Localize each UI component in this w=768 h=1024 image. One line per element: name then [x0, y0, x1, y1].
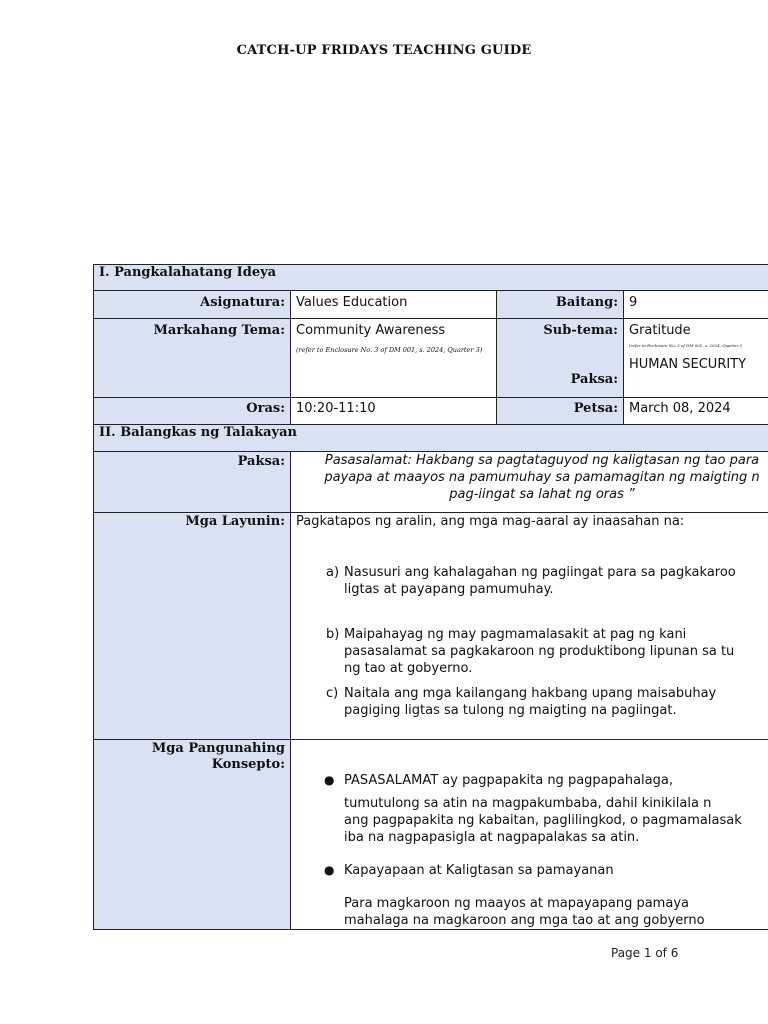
objective-b-mark: b) — [326, 627, 340, 642]
topic-paksa-label: Paksa: — [94, 452, 291, 513]
paragraph-line-1: Para magkaroon ng maayos at mapayapang pamaya — [344, 896, 689, 911]
subtema-note: (refer to Enclosure No. 3 of DM 001, s. 2024, Quarter 3 — [629, 343, 743, 348]
layunin-intro: Pagkatapos ng aralin, ang mga mag-aaral ay inaasahan na: — [296, 514, 685, 529]
konsepto-cell — [291, 740, 768, 930]
subtema-paksa-label-cell — [497, 319, 624, 398]
objective-b-line-3: ng tao at gobyerno. — [344, 661, 473, 676]
petsa-label: Petsa: — [497, 398, 624, 425]
oras-label: Oras: — [94, 398, 291, 425]
bullet-1-line-2: tumutulong sa atin na magpakumbaba, dahil kinikilala n — [344, 796, 712, 811]
objective-c-mark: c) — [326, 686, 339, 701]
bullet-kapayapaan — [296, 862, 768, 879]
objective-a-line-1: Nasusuri ang kahalagahan ng pagiingat para sa pagkakaroo — [344, 565, 736, 580]
objective-a-mark: a) — [326, 565, 340, 580]
teaching-guide-table — [93, 264, 768, 930]
paragraph-line-2: mahalaga na magkaroon ang mga tao at ang gobyerno — [344, 913, 705, 928]
bullet-pasasalamat — [296, 772, 768, 846]
section-2-header-row — [94, 425, 768, 452]
subtema-value: Gratitude — [629, 323, 691, 338]
asignatura-row — [94, 291, 768, 319]
page-number: Page 1 of 6 — [611, 946, 679, 960]
layunin-label: Mga Layunin: — [94, 513, 291, 740]
oras-value: 10:20-11:10 — [291, 398, 497, 425]
topic-line-3: pag-iingat sa lahat ng oras ” — [449, 487, 635, 502]
konsepto-label-line-1: Mga Pangunahing — [151, 741, 285, 756]
paksa-topic-row — [94, 452, 768, 513]
oras-row — [94, 398, 768, 425]
asignatura-value: Values Education — [291, 291, 497, 319]
layunin-cell — [291, 513, 768, 740]
section-1-heading: I. Pangkalahatang Ideya — [94, 265, 768, 291]
objective-c-line-2: pagiging ligtas sa tulong ng maigting na pagiingat. — [344, 703, 677, 718]
subtema-paksa-value-cell — [624, 319, 768, 398]
bullet-2-text: Kapayapaan at Kaligtasan sa pamayanan — [344, 863, 614, 878]
konsepto-paragraph — [296, 895, 768, 929]
section-1-header-row — [94, 265, 768, 291]
document-title: CATCH-UP FRIDAYS TEACHING GUIDE — [236, 43, 532, 58]
markahang-tema-note: (refer to Enclosure No. 3 of DM 001, s. 2024, Quarter 3) — [296, 346, 483, 354]
asignatura-label: Asignatura: — [94, 291, 291, 319]
bullet-dot-icon: ● — [324, 863, 335, 877]
baitang-label: Baitang: — [497, 291, 624, 319]
layunin-row — [94, 513, 768, 740]
bullet-1-line-1: PASASALAMAT ay pagpapakita ng pagpapahalaga, — [344, 773, 673, 788]
petsa-value: March 08, 2024 — [624, 398, 768, 425]
objective-b-line-2: pasasalamat sa pagkakaroon ng produktibong lipunan sa tu — [344, 644, 735, 659]
bullet-dot-icon: ● — [324, 773, 335, 787]
objective-c-line-1: Naitala ang mga kailangang hakbang upang maisabuhay — [344, 686, 717, 701]
konsepto-label — [94, 740, 291, 930]
topic-line-1: Pasasalamat: Hakbang sa pagtataguyod ng kaligtasan ng tao para — [324, 453, 760, 468]
markahang-tema-value: Community Awareness — [296, 323, 446, 338]
subtema-label: Sub-tema: — [543, 323, 618, 338]
objective-a-line-2: ligtas at payapang pamumuhay. — [344, 582, 554, 597]
markahang-tema-cell — [291, 319, 497, 398]
topic-line-2: payapa at maayos na pamumuhay sa pamamagitan ng maigting n — [324, 470, 760, 485]
topic-paksa-value — [291, 452, 768, 513]
konsepto-row — [94, 740, 768, 930]
baitang-value: 9 — [624, 291, 768, 319]
objective-c — [296, 685, 768, 719]
bullet-1-line-3: ang pagpapakita ng kabaitan, paglilingkod, o pagmamalasak — [344, 813, 742, 828]
objective-b-line-1: Maipahayag ng may pagmamalasakit at pag ng kani — [344, 627, 687, 642]
konsepto-label-line-2: Konsepto: — [211, 757, 285, 772]
objective-a — [296, 564, 768, 598]
objective-b — [296, 626, 768, 677]
section-2-heading: II. Balangkas ng Talakayan — [94, 425, 768, 452]
bullet-1-line-4: iba na nagpapasigla at nagpapalakas sa atin. — [344, 830, 640, 845]
paksa-value: HUMAN SECURITY — [629, 357, 747, 372]
tema-row — [94, 319, 768, 398]
markahang-tema-label: Markahang Tema: — [94, 319, 291, 398]
paksa-label: Paksa: — [570, 372, 618, 387]
